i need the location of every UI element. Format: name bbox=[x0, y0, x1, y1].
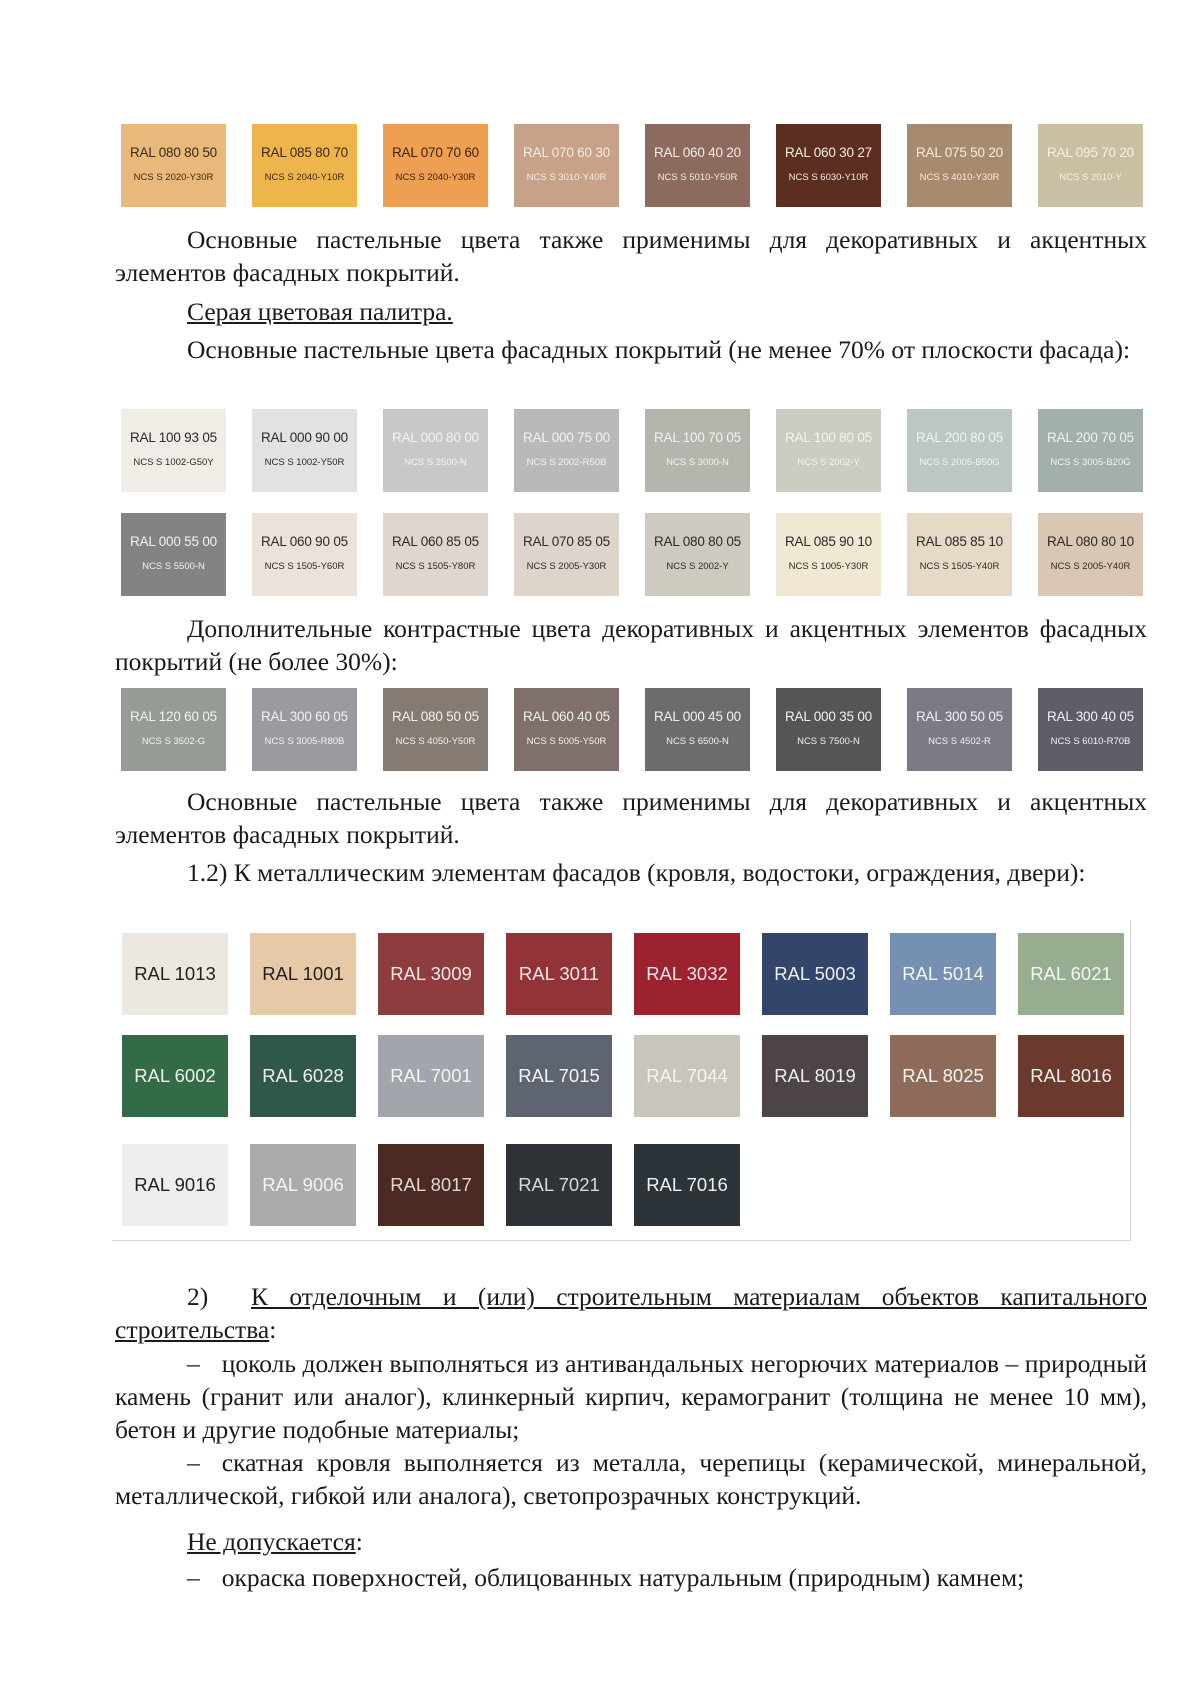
ral-code: RAL 060 40 20 bbox=[654, 144, 741, 160]
ncs-code: NCS S 3005-B20G bbox=[1050, 456, 1131, 468]
ral-code: RAL 060 40 05 bbox=[523, 708, 610, 724]
metal-color-swatch: RAL 3011 bbox=[506, 933, 612, 1015]
metal-color-swatch: RAL 3032 bbox=[634, 933, 740, 1015]
metal-color-swatch: RAL 1013 bbox=[122, 933, 228, 1015]
color-swatch bbox=[514, 124, 619, 207]
metal-color-swatch: RAL 8019 bbox=[762, 1035, 868, 1117]
ral-code: RAL 000 90 00 bbox=[261, 429, 348, 445]
ncs-code: NCS S 2020-Y30R bbox=[133, 171, 214, 183]
ral-code: RAL 100 70 05 bbox=[654, 429, 741, 445]
color-swatch bbox=[907, 409, 1012, 492]
color-swatch bbox=[383, 688, 488, 771]
ncs-code: NCS S 2002-R50B bbox=[526, 456, 607, 468]
metal-color-swatch: RAL 5014 bbox=[890, 933, 996, 1015]
ncs-code: NCS S 4010-Y30R bbox=[919, 171, 1000, 183]
color-swatch bbox=[1038, 124, 1143, 207]
section-2-heading: 2) К отделочным и (или) строительным материалам объектов капитального строительства: bbox=[115, 1282, 1147, 1344]
ral-code: RAL 085 85 10 bbox=[916, 533, 1003, 549]
ncs-code: NCS S 2040-Y10R bbox=[264, 171, 345, 183]
color-swatch bbox=[776, 688, 881, 771]
ncs-code: NCS S 3502-G bbox=[141, 735, 206, 747]
ral-code: RAL 080 80 50 bbox=[130, 144, 217, 160]
ncs-code: NCS S 5010-Y50R bbox=[657, 171, 738, 183]
ncs-code: NCS S 6030-Y10R bbox=[788, 171, 869, 183]
metal-color-swatch: RAL 7016 bbox=[634, 1144, 740, 1226]
ncs-code: NCS S 5500-N bbox=[142, 560, 205, 572]
metal-color-swatch: RAL 6028 bbox=[250, 1035, 356, 1117]
color-swatch bbox=[645, 124, 750, 207]
ncs-code: NCS S 2040-Y30R bbox=[395, 171, 476, 183]
ral-code: RAL 000 55 00 bbox=[130, 533, 217, 549]
color-swatch bbox=[121, 688, 226, 771]
ral-code: RAL 070 60 30 bbox=[523, 144, 610, 160]
ral-code: RAL 075 50 20 bbox=[916, 144, 1003, 160]
paragraph-contrast: Дополнительные контрастные цвета декоративных и акцентных элементов фасадных покрытий (не более 30%): bbox=[115, 614, 1147, 676]
metal-color-swatch: RAL 5003 bbox=[762, 933, 868, 1015]
metal-row-1 bbox=[122, 933, 1124, 1015]
palette-warm bbox=[121, 124, 1143, 207]
paragraph-main-pastel: Основные пастельные цвета фасадных покрытий (не менее 70% от плоскости фасада): bbox=[187, 335, 1131, 364]
ral-code: RAL 200 80 05 bbox=[916, 429, 1003, 445]
metal-color-swatch: RAL 1001 bbox=[250, 933, 356, 1015]
paragraph-metal: 1.2) К металлическим элементам фасадов (кровля, водостоки, ограждения, двери): bbox=[187, 858, 1086, 887]
ncs-code: NCS S 4050-Y50R bbox=[395, 735, 476, 747]
ncs-code: NCS S 7500-N bbox=[797, 735, 860, 747]
ncs-code: NCS S 1505-Y80R bbox=[395, 560, 476, 572]
ral-code: RAL 080 80 05 bbox=[654, 533, 741, 549]
ncs-code: NCS S 1505-Y40R bbox=[919, 560, 1000, 572]
ncs-code: NCS S 2005-Y40R bbox=[1050, 560, 1131, 572]
list-item-stone: – окраска поверхностей, облицованных натуральным (природным) камнем; bbox=[187, 1563, 1025, 1592]
metal-color-swatch: RAL 7021 bbox=[506, 1144, 612, 1226]
color-swatch bbox=[1038, 513, 1143, 596]
color-swatch bbox=[383, 513, 488, 596]
metal-palette-grid bbox=[112, 920, 1131, 1241]
list-item-plinth: – цоколь должен выполняться из антивандальных негорючих материалов – природный камень (гранит или аналог), клинкерный кирпич, керамогранит (толщина не менее 10 мм), бетон и другие подобные материалы; bbox=[115, 1349, 1147, 1444]
ral-code: RAL 070 70 60 bbox=[392, 144, 479, 160]
ncs-code: NCS S 3010-Y40R bbox=[526, 171, 607, 183]
metal-color-swatch: RAL 9016 bbox=[122, 1144, 228, 1226]
ral-code: RAL 000 45 00 bbox=[654, 708, 741, 724]
heading-not-allowed: Не допускается: bbox=[187, 1527, 363, 1556]
ncs-code: NCS S 1505-Y60R bbox=[264, 560, 345, 572]
list-item-roof: – скатная кровля выполняется из металла, черепицы (керамической, минеральной, металлической, гибкой или аналога), светопрозрачных конструкций. bbox=[115, 1448, 1147, 1510]
color-swatch bbox=[645, 688, 750, 771]
color-swatch bbox=[645, 513, 750, 596]
ral-code: RAL 300 50 05 bbox=[916, 708, 1003, 724]
ral-code: RAL 080 80 10 bbox=[1047, 533, 1134, 549]
color-swatch bbox=[514, 409, 619, 492]
ncs-code: NCS S 6010-R70B bbox=[1050, 735, 1131, 747]
metal-color-swatch: RAL 8017 bbox=[378, 1144, 484, 1226]
palette-contrast bbox=[121, 688, 1143, 771]
metal-color-swatch: RAL 7044 bbox=[634, 1035, 740, 1117]
metal-row-3 bbox=[122, 1144, 740, 1226]
color-swatch bbox=[907, 513, 1012, 596]
metal-row-2 bbox=[122, 1035, 1124, 1117]
ral-code: RAL 060 85 05 bbox=[392, 533, 479, 549]
color-swatch bbox=[907, 688, 1012, 771]
color-swatch bbox=[383, 409, 488, 492]
palette-grey-2 bbox=[121, 513, 1143, 596]
metal-color-swatch: RAL 3009 bbox=[378, 933, 484, 1015]
color-swatch bbox=[252, 124, 357, 207]
color-swatch bbox=[383, 124, 488, 207]
ncs-code: NCS S 3000-N bbox=[666, 456, 729, 468]
color-swatch bbox=[1038, 688, 1143, 771]
color-swatch bbox=[252, 409, 357, 492]
paragraph-pastel-note-2: Основные пастельные цвета также применимы для декоративных и акцентных элементов фасадных покрытий. bbox=[115, 787, 1147, 849]
ncs-code: NCS S 1002-Y50R bbox=[264, 456, 345, 468]
ral-code: RAL 000 80 00 bbox=[392, 429, 479, 445]
ncs-code: NCS S 2010-Y bbox=[1059, 171, 1122, 183]
metal-color-swatch: RAL 7001 bbox=[378, 1035, 484, 1117]
ral-code: RAL 085 80 70 bbox=[261, 144, 348, 160]
ncs-code: NCS S 3005-R80B bbox=[264, 735, 345, 747]
color-swatch bbox=[776, 409, 881, 492]
color-swatch bbox=[252, 513, 357, 596]
color-swatch bbox=[776, 124, 881, 207]
ncs-code: NCS S 1002-G50Y bbox=[133, 456, 214, 468]
ral-code: RAL 000 35 00 bbox=[785, 708, 872, 724]
color-swatch bbox=[645, 409, 750, 492]
color-swatch bbox=[252, 688, 357, 771]
ncs-code: NCS S 2005-Y30R bbox=[526, 560, 607, 572]
ral-code: RAL 000 75 00 bbox=[523, 429, 610, 445]
ncs-code: NCS S 1005-Y30R bbox=[788, 560, 869, 572]
palette-grey-1 bbox=[121, 409, 1143, 492]
ral-code: RAL 300 40 05 bbox=[1047, 708, 1134, 724]
ral-code: RAL 060 90 05 bbox=[261, 533, 348, 549]
heading-grey-palette: Серая цветовая палитра. bbox=[187, 297, 453, 326]
metal-color-swatch: RAL 6021 bbox=[1018, 933, 1124, 1015]
ral-code: RAL 100 93 05 bbox=[130, 429, 217, 445]
color-swatch bbox=[121, 513, 226, 596]
ncs-code: NCS S 2005-B50G bbox=[919, 456, 1000, 468]
metal-color-swatch: RAL 6002 bbox=[122, 1035, 228, 1117]
metal-color-swatch: RAL 9006 bbox=[250, 1144, 356, 1226]
ral-code: RAL 200 70 05 bbox=[1047, 429, 1134, 445]
ncs-code: NCS S 2500-N bbox=[404, 456, 467, 468]
ral-code: RAL 120 60 05 bbox=[130, 708, 217, 724]
color-swatch bbox=[121, 124, 226, 207]
color-swatch bbox=[121, 409, 226, 492]
ral-code: RAL 100 80 05 bbox=[785, 429, 872, 445]
paragraph-pastel-note: Основные пастельные цвета также применимы для декоративных и акцентных элементов фасадных покрытий. bbox=[115, 225, 1147, 287]
metal-color-swatch: RAL 8016 bbox=[1018, 1035, 1124, 1117]
ncs-code: NCS S 6500-N bbox=[666, 735, 729, 747]
ncs-code: NCS S 2002-Y bbox=[666, 560, 729, 572]
ral-code: RAL 095 70 20 bbox=[1047, 144, 1134, 160]
ncs-code: NCS S 5005-Y50R bbox=[526, 735, 607, 747]
color-swatch bbox=[776, 513, 881, 596]
color-swatch bbox=[907, 124, 1012, 207]
ncs-code: NCS S 4502-R bbox=[928, 735, 991, 747]
color-swatch bbox=[514, 688, 619, 771]
ral-code: RAL 070 85 05 bbox=[523, 533, 610, 549]
ncs-code: NCS S 2002-Y bbox=[797, 456, 860, 468]
color-swatch bbox=[514, 513, 619, 596]
ral-code: RAL 080 50 05 bbox=[392, 708, 479, 724]
ral-code: RAL 300 60 05 bbox=[261, 708, 348, 724]
color-swatch bbox=[1038, 409, 1143, 492]
ral-code: RAL 060 30 27 bbox=[785, 144, 872, 160]
metal-color-swatch: RAL 7015 bbox=[506, 1035, 612, 1117]
metal-color-swatch: RAL 8025 bbox=[890, 1035, 996, 1117]
ral-code: RAL 085 90 10 bbox=[785, 533, 872, 549]
